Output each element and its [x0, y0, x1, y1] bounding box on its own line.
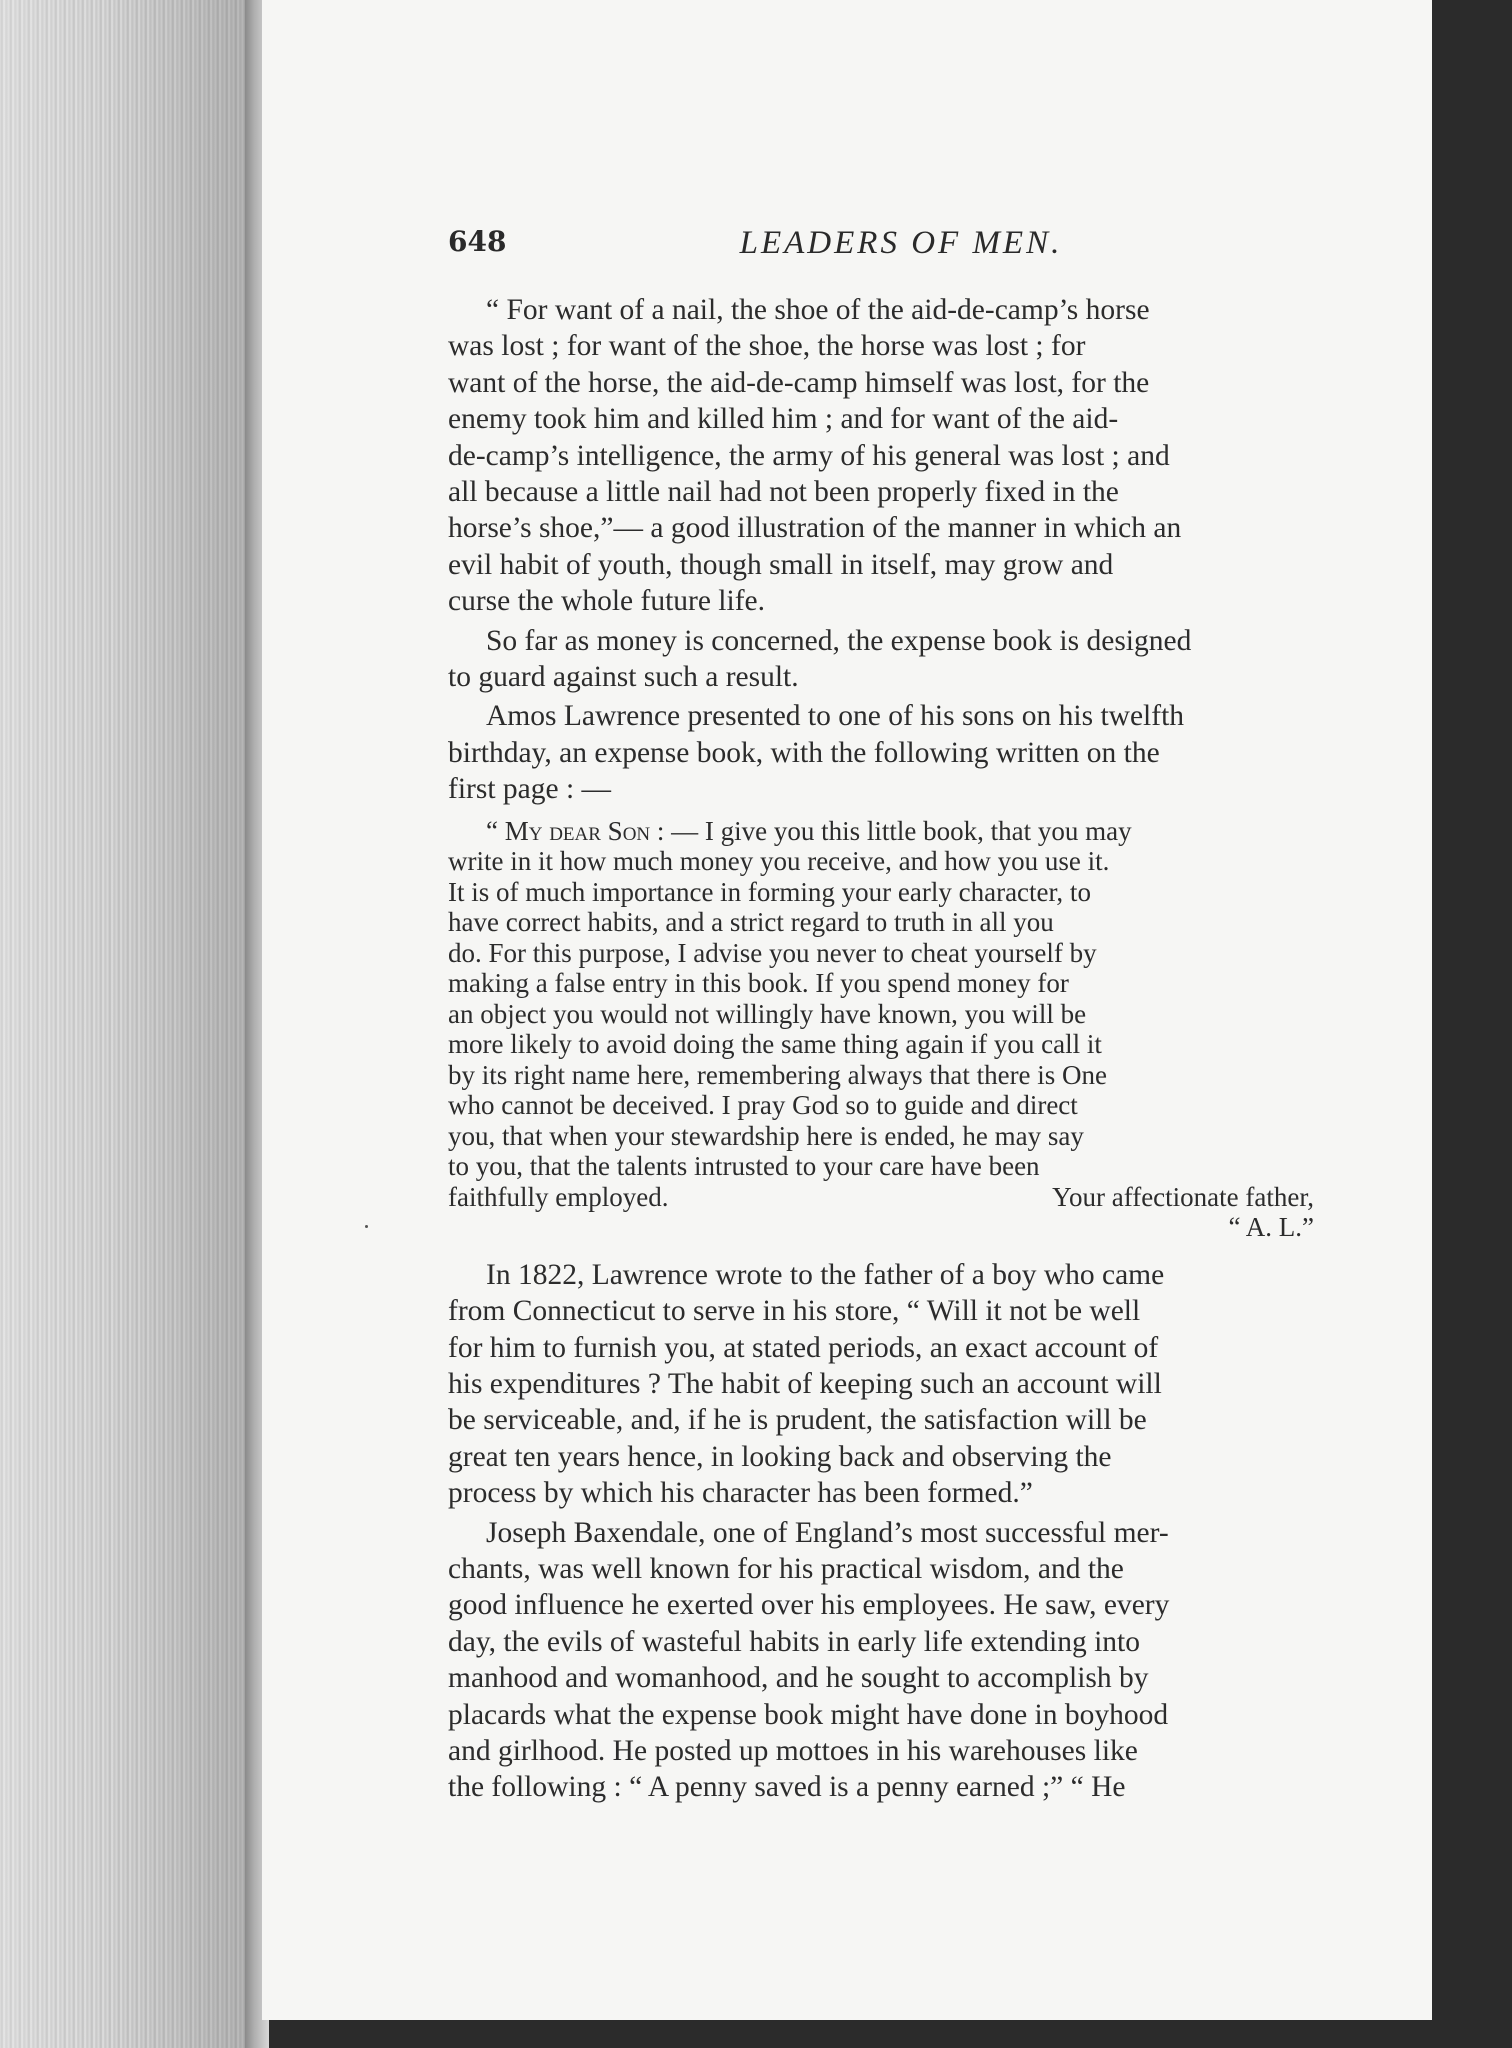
- text-line: first page : —: [448, 773, 612, 806]
- text-line: process by which his character has been formed.”: [448, 1477, 1033, 1510]
- text-line: horse’s shoe,”— a good illustration of the manner in which an: [448, 512, 1182, 545]
- letter-line: more likely to avoid doing the same thing again if you call it: [448, 1029, 1102, 1060]
- letter-line: write in it how much money you receive, and how you use it.: [448, 846, 1110, 877]
- text-line: In 1822, Lawrence wrote to the father of a boy who came: [486, 1258, 1165, 1291]
- text-line: birthday, an expense book, with the following written on the: [448, 736, 1160, 769]
- text-line: enemy took him and killed him ; and for want of the aid-: [448, 403, 1119, 436]
- text-line: want of the horse, the aid-de-camp himself was lost, for the: [448, 366, 1150, 399]
- paragraph-amos-lawrence: [448, 698, 1354, 807]
- text-line: and girlhood. He posted up mottoes in his warehouses like: [448, 1734, 1138, 1767]
- paragraph-expense-book: [448, 623, 1354, 696]
- letter-quote: [448, 816, 1354, 1243]
- text-line: placards what the expense book might have done in boyhood: [448, 1698, 1169, 1731]
- page-body: [448, 292, 1354, 1809]
- text-line: to guard against such a result.: [448, 661, 799, 694]
- letter-closing-line: [448, 1182, 1354, 1213]
- letter-line: who cannot be deceived. I pray God so to guide and direct: [448, 1090, 1078, 1121]
- paragraph-nail-proverb: [448, 292, 1354, 620]
- book-page-edges: [0, 0, 265, 2048]
- text-line: the following : “ A penny saved is a penny earned ;” “ He: [448, 1771, 1126, 1804]
- text-line: be serviceable, and, if he is prudent, the satisfaction will be: [448, 1404, 1147, 1437]
- letter-salutation: “ My dear Son : —: [486, 815, 699, 846]
- text-line: curse the whole future life.: [448, 585, 765, 618]
- text-line: his expenditures ? The habit of keeping such an account will: [448, 1367, 1162, 1400]
- letter-signature: “ A. L.”: [1228, 1212, 1314, 1243]
- text-line: for him to furnish you, at stated periods, an exact account of: [448, 1331, 1159, 1364]
- letter-line: by its right name here, remembering always that there is One: [448, 1059, 1108, 1090]
- paragraph-lawrence-1822: [448, 1257, 1354, 1512]
- letter-line: you, that when your stewardship here is ended, he may say: [448, 1120, 1084, 1151]
- text-line: “ For want of a nail, the shoe of the aid-de-camp’s horse: [486, 294, 1150, 326]
- letter-line: have correct habits, and a strict regard to truth in all you: [448, 907, 1054, 938]
- text-line: Amos Lawrence presented to one of his sons on his twelfth: [486, 700, 1185, 733]
- letter-line: to you, that the talents intrusted to your care have been: [448, 1151, 1040, 1182]
- letter-line: It is of much importance in forming your early character, to: [448, 876, 1091, 907]
- text-line: chants, was well known for his practical wisdom, and the: [448, 1552, 1124, 1585]
- letter-last-line: faithfully employed.: [448, 1181, 669, 1212]
- print-speck: [365, 1225, 368, 1228]
- letter-line: do. For this purpose, I advise you never to cheat yourself by: [448, 937, 1097, 968]
- text-line: all because a little nail had not been properly fixed in the: [448, 476, 1119, 509]
- page-header: [448, 225, 1354, 265]
- text-line: day, the evils of wasteful habits in early life extending into: [448, 1625, 1140, 1658]
- letter-line: an object you would not willingly have known, you will be: [448, 998, 1087, 1029]
- text-line: manhood and womanhood, and he sought to accomplish by: [448, 1662, 1149, 1695]
- paragraph-baxendale: [448, 1515, 1354, 1806]
- text-line: was lost ; for want of the shoe, the horse was lost ; for: [448, 330, 1086, 363]
- letter-first-line: [448, 816, 1354, 847]
- text-line: from Connecticut to serve in his store, “ Will it not be well: [448, 1295, 1141, 1328]
- text-line: good influence he exerted over his employees. He saw, every: [448, 1589, 1170, 1622]
- text-line: Joseph Baxendale, one of England’s most successful mer-: [486, 1516, 1169, 1549]
- letter-text: I give you this little book, that you may: [704, 815, 1132, 846]
- text-line: de-camp’s intelligence, the army of his general was lost ; and: [448, 439, 1170, 472]
- text-line: So far as money is concerned, the expense book is designed: [486, 624, 1192, 657]
- text-line: great ten years hence, in looking back and observing the: [448, 1440, 1112, 1473]
- page-number: 648: [448, 225, 507, 258]
- running-head: LEADERS OF MEN.: [739, 225, 1063, 261]
- letter-closing: Your affectionate father,: [1052, 1181, 1314, 1212]
- letter-line: making a false entry in this book. If you spend money for: [448, 968, 1069, 999]
- text-line: evil habit of youth, though small in itself, may grow and: [448, 548, 1114, 581]
